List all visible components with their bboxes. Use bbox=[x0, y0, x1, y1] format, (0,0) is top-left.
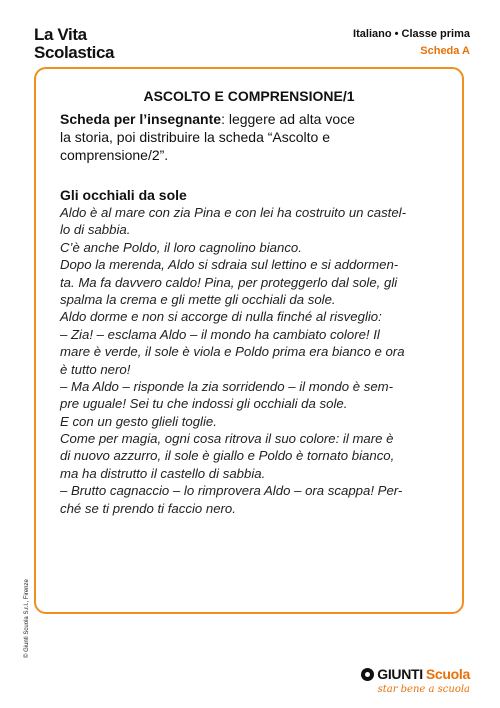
story-line: ta. Ma fa davvero caldo! Pina, per proteggerlo dal sole, gli bbox=[60, 274, 398, 290]
logo-line-2: Scolastica bbox=[34, 43, 115, 62]
header-info bbox=[353, 28, 470, 57]
teacher-note-line: comprensione/2”. bbox=[60, 147, 169, 163]
teacher-note-line: la storia, poi distribuire la scheda “Ascolto e bbox=[60, 129, 331, 145]
story-line: Dopo la merenda, Aldo si sdraia sul lettino e si addormen- bbox=[60, 257, 399, 273]
publisher-logo bbox=[361, 666, 470, 695]
giunti-mark-icon bbox=[361, 668, 374, 681]
publisher-slogan: star bene a scuola bbox=[377, 684, 470, 695]
publisher-brand bbox=[361, 666, 470, 682]
scheda-label: Scheda A bbox=[420, 45, 470, 57]
teacher-note-label: Scheda per l’insegnante bbox=[60, 111, 222, 127]
story-line: ché se ti prendo ti faccio nero. bbox=[60, 500, 236, 516]
story-line: Come per magia, ogni cosa ritrova il suo colore: il mare è bbox=[60, 431, 394, 447]
page-title: ASCOLTO E COMPRENSIONE/1 bbox=[143, 88, 355, 104]
story-line: C’è anche Poldo, il loro cagnolino bianco. bbox=[60, 239, 302, 255]
teacher-note-line: : leggere ad alta voce bbox=[221, 111, 355, 127]
story-line: pre uguale! Sei tu che indossi gli occhiali da sole. bbox=[60, 396, 348, 412]
logo bbox=[34, 26, 114, 61]
story-line: ma ha distrutto il castello di sabbia. bbox=[60, 465, 266, 481]
logo-line-1: La Vita bbox=[34, 25, 87, 44]
teacher-note bbox=[60, 110, 450, 164]
story-line: Aldo dorme e non si accorge di nulla finché al risveglio: bbox=[60, 309, 382, 325]
story-line: spalma la crema e gli mette gli occhiali da sole. bbox=[60, 291, 336, 307]
story-line: – Brutto cagnaccio – lo rimprovera Aldo – ora scappa! Per- bbox=[60, 483, 403, 499]
story-text bbox=[60, 204, 450, 517]
story-line: lo di sabbia. bbox=[60, 222, 131, 238]
brand-scuola: Scuola bbox=[425, 666, 470, 682]
story-line: Aldo è al mare con zia Pina e con lei ha costruito un castel- bbox=[60, 205, 406, 220]
copyright-notice: © Giunti Scuola S.r.l., Firenze bbox=[24, 579, 30, 658]
story-line: E con un gesto glieli toglie. bbox=[60, 413, 217, 429]
story-line: – Ma Aldo – risponde la zia sorridendo – il mondo è sem- bbox=[60, 378, 394, 394]
content bbox=[60, 110, 450, 517]
story-line: è tutto nero! bbox=[60, 361, 131, 377]
story-line: mare è verde, il sole è viola e Poldo prima era bianco e ora bbox=[60, 344, 405, 360]
subject-label: Italiano • Classe prima bbox=[353, 28, 470, 40]
story-line: di nuovo azzurro, il sole è giallo e Poldo è tornato bianco, bbox=[60, 448, 395, 464]
story-line: – Zia! – esclama Aldo – il mondo ha cambiato colore! Il bbox=[60, 326, 380, 342]
story-title: Gli occhiali da sole bbox=[60, 187, 187, 203]
brand-giunti: GIUNTI bbox=[377, 666, 423, 682]
